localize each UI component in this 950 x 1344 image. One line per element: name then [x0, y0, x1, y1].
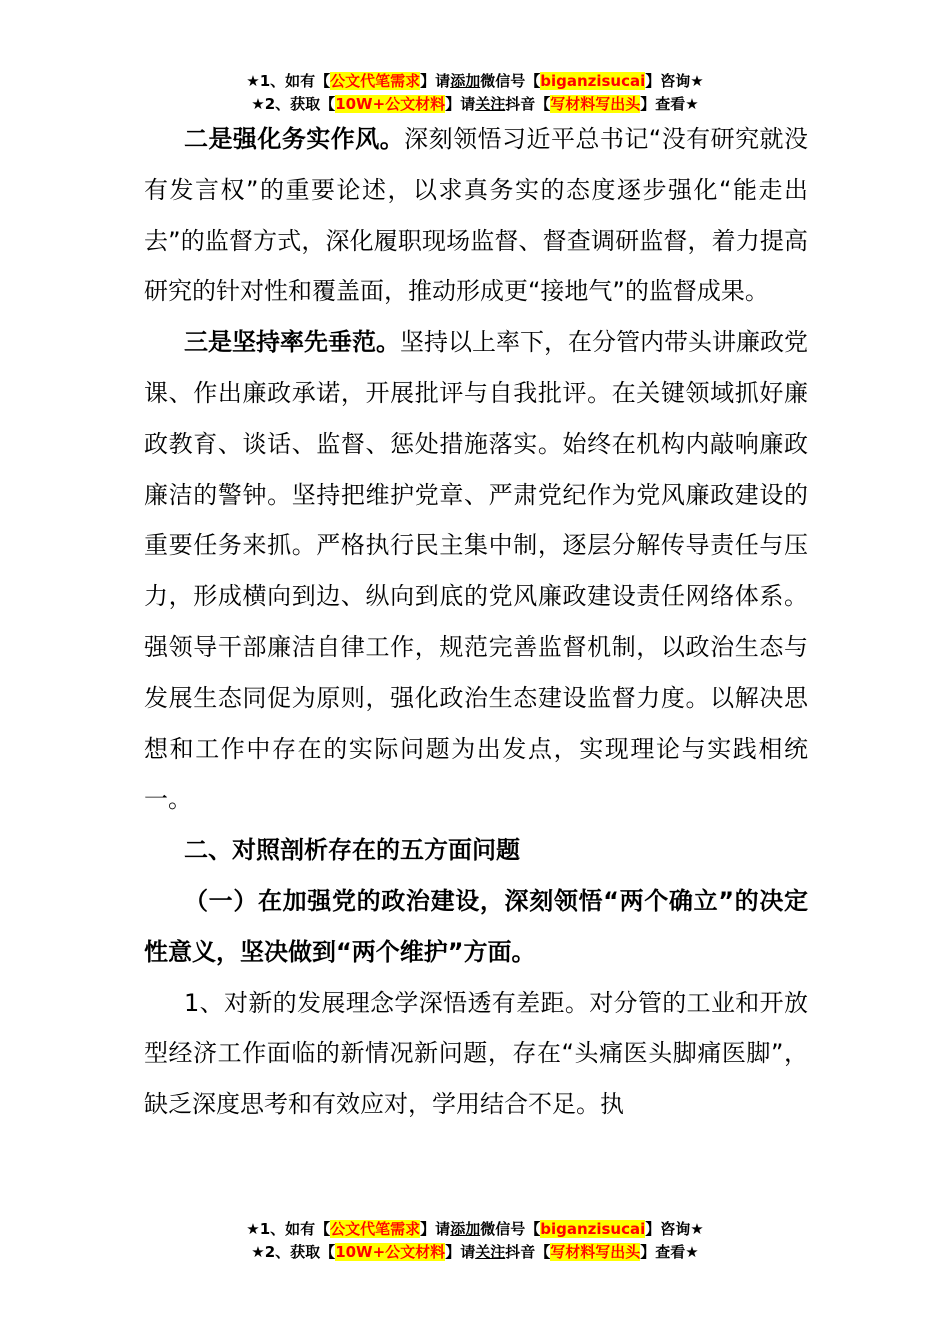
banner-highlight: 公文代笔需求 — [330, 72, 421, 90]
banner-highlight: 10W+公文材料 — [335, 95, 446, 113]
banner-line-2: ★2、获取【10W+公文材料】请关注抖音【写材料写出头】查看★ — [251, 1243, 699, 1261]
banner-highlight: 公文代笔需求 — [330, 1220, 421, 1238]
paragraph-lead: 二是强化务实作风。 — [184, 125, 405, 153]
banner-highlight: biganzisucai — [540, 72, 646, 90]
document-body — [144, 114, 808, 1130]
banner-highlight: 写材料写出头 — [550, 95, 641, 113]
paragraph: 1、对新的发展理念学深悟透有差距。对分管的工业和开放型经济工作面临的新情况新问题，存在“头痛医头脚痛医脚”，缺乏深度思考和有效应对，学用结合不足。执 — [144, 988, 808, 1119]
banner-highlight: 10W+公文材料 — [335, 1243, 446, 1261]
paragraph-lead: 三是坚持率先垂范。 — [184, 328, 400, 357]
banner-highlight: biganzisucai — [540, 1220, 646, 1238]
section-heading: 二、对照剖析存在的五方面问题 — [184, 836, 520, 865]
banner-highlight: 写材料写出头 — [550, 1243, 641, 1261]
banner-line-1: ★1、如有【公文代笔需求】请添加微信号【biganzisucai】咨询★ — [246, 72, 704, 90]
paragraph: 三是坚持率先垂范。坚持以上率下，在分管内带头讲廉政党课、作出廉政承诺，开展批评与自我批评。在关键领域抓好廉政教育、谈话、监督、惩处措施落实。始终在机构内敲响廉政廉洁的警钟。坚持把维护党章、严肃党纪作为党风廉政建设的重要任务来抓。严格执行民主集中制，逐层分解传导责任与压力，形成横向到边、纵向到底的党风廉政建设责任网络体系。强领导干部廉洁自律工作，规范完善监督机制，以政治生态与发展生态同促为原则，强化政治生态建设监督力度。以解决思想和工作中存在的实际问题为出发点，实现理论与实践相统一。 — [144, 328, 808, 814]
banner-line-2: ★2、获取【10W+公文材料】请关注抖音【写材料写出头】查看★ — [251, 95, 699, 113]
top-banner — [0, 70, 950, 116]
subsection-heading: （一）在加强党的政治建设，深刻领悟“两个确立”的决定性意义，坚决做到“两个维护”方面。 — [144, 886, 808, 966]
paragraph: 二是强化务实作风。深刻领悟习近平总书记“没有研究就没有发言权”的重要论述，以求真务实的态度逐步强化“能走出去”的监督方式，深化履职现场监督、督查调研监督，着力提高研究的针对性和覆盖面，推动形成更“接地气”的监督成果。 — [144, 125, 809, 306]
bottom-banner — [0, 1218, 950, 1264]
banner-line-1: ★1、如有【公文代笔需求】请添加微信号【biganzisucai】咨询★ — [246, 1220, 704, 1238]
